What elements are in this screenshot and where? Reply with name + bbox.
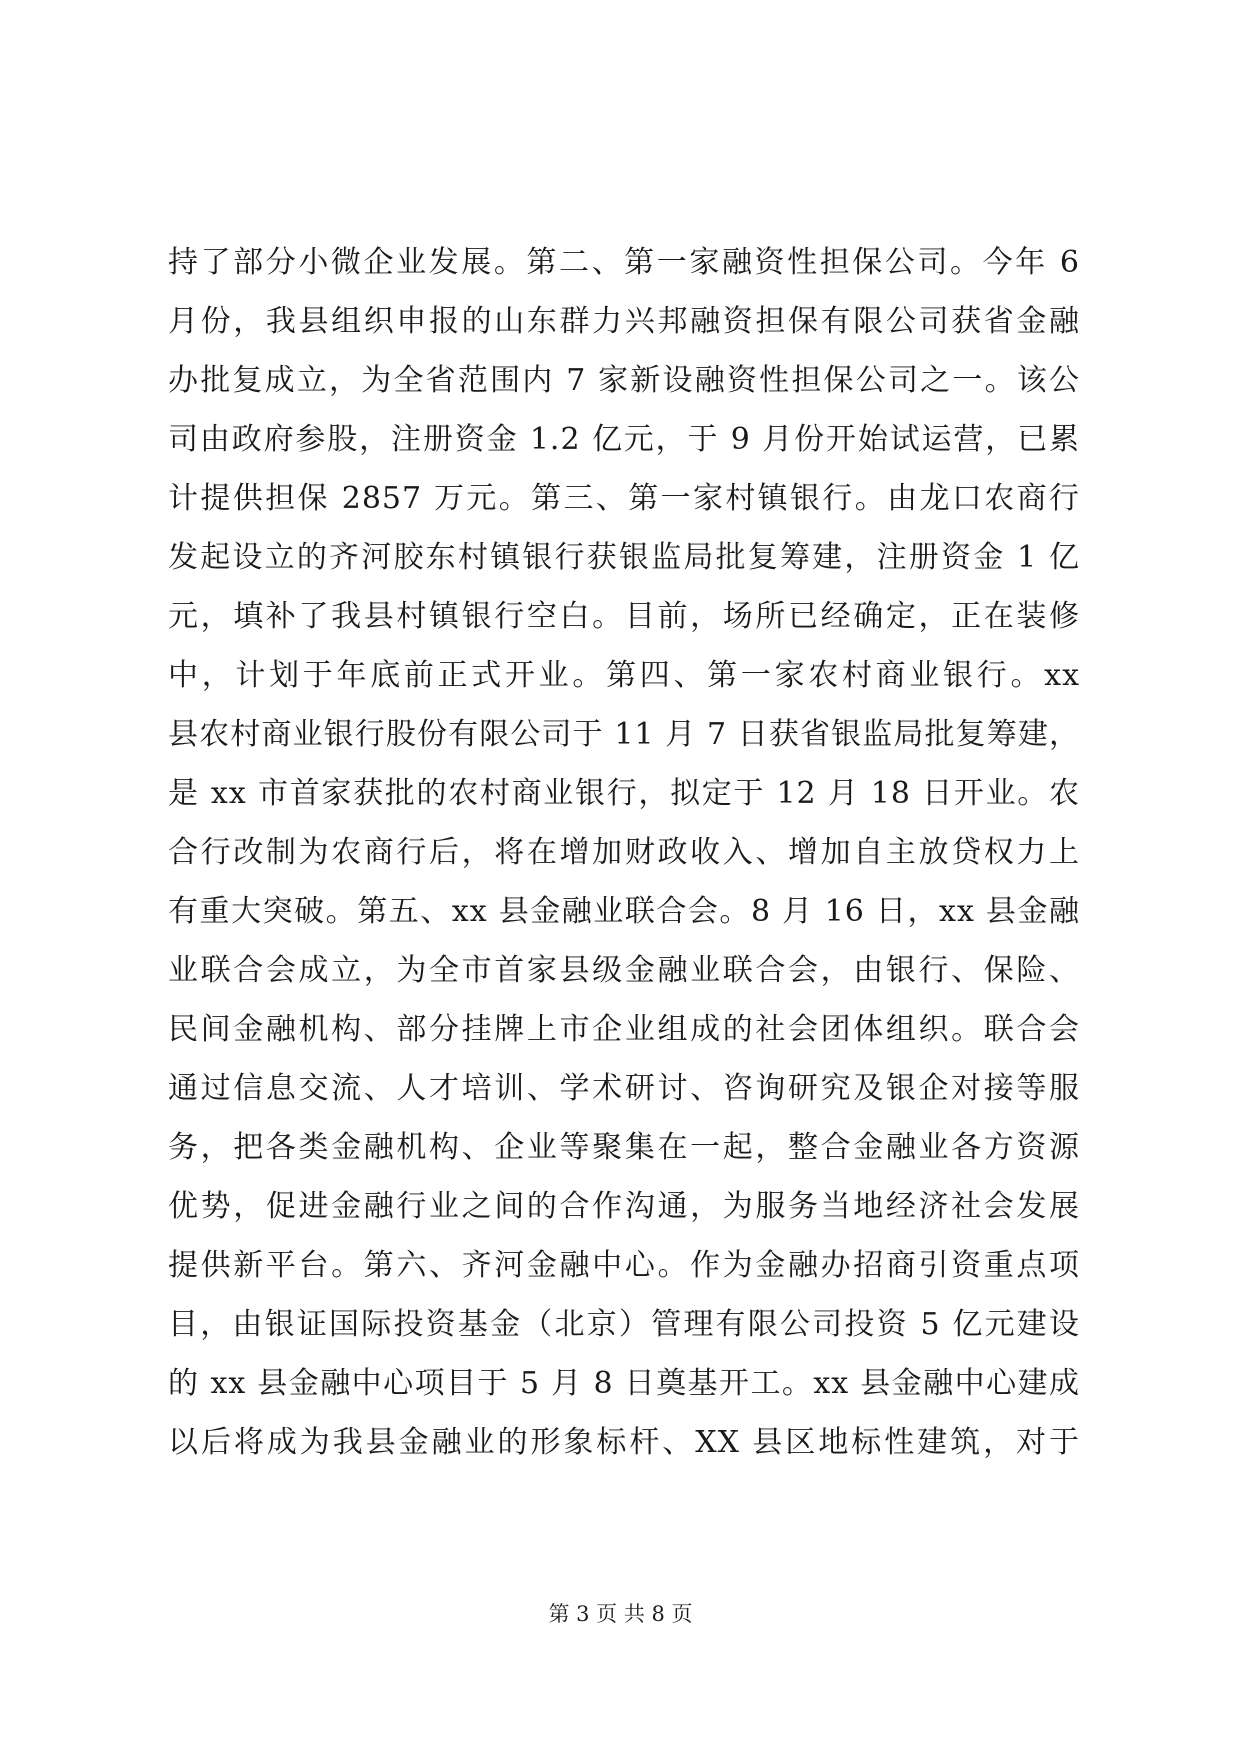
text-line: 持了部分小微企业发展。第二、第一家融资性担保公司。今年 6 [168,245,1080,280]
text-line: 目，由银证国际投资基金（北京）管理有限公司投资 5 亿元建设 [168,1307,1080,1342]
text-line: 计提供担保 2857 万元。第三、第一家村镇银行。由龙口农商行 [168,481,1080,516]
text-line: 是 xx 市首家获批的农村商业银行，拟定于 12 月 18 日开业。农 [168,776,1080,811]
text-line: 中，计划于年底前正式开业。第四、第一家农村商业银行。xx [168,658,1080,693]
text-line: 民间金融机构、部分挂牌上市企业组成的社会团体组织。联合会 [168,1012,1080,1047]
text-line: 务，把各类金融机构、企业等聚集在一起，整合金融业各方资源 [168,1130,1080,1165]
text-line: 司由政府参股，注册资金 1.2 亿元，于 9 月份开始试运营，已累 [168,422,1080,457]
document-body [168,233,1080,1472]
text-line: 以后将成为我县金融业的形象标杆、XX 县区地标性建筑，对于 [168,1425,1080,1460]
text-line: 办批复成立，为全省范围内 7 家新设融资性担保公司之一。该公 [168,363,1080,398]
text-line: 发起设立的齐河胶东村镇银行获银监局批复筹建，注册资金 1 亿 [168,540,1080,575]
text-line: 合行改制为农商行后，将在增加财政收入、增加自主放贷权力上 [168,835,1080,870]
text-line: 提供新平台。第六、齐河金融中心。作为金融办招商引资重点项 [168,1248,1080,1283]
text-line: 通过信息交流、人才培训、学术研讨、咨询研究及银企对接等服 [168,1071,1080,1106]
text-line: 有重大突破。第五、xx 县金融业联合会。8 月 16 日，xx 县金融 [168,894,1080,929]
text-line: 月份，我县组织申报的山东群力兴邦融资担保有限公司获省金融 [168,304,1080,339]
text-line: 的 xx 县金融中心项目于 5 月 8 日奠基开工。xx 县金融中心建成 [168,1366,1080,1401]
text-line: 业联合会成立，为全市首家县级金融业联合会，由银行、保险、 [168,953,1080,988]
text-line: 优势，促进金融行业之间的合作沟通，为服务当地经济社会发展 [168,1189,1080,1224]
page-footer: 第 3 页 共 8 页 [548,1602,693,1626]
text-line: 元，填补了我县村镇银行空白。目前，场所已经确定，正在装修 [168,599,1080,634]
text-line: 县农村商业银行股份有限公司于 11 月 7 日获省银监局批复筹建， [168,717,1080,752]
